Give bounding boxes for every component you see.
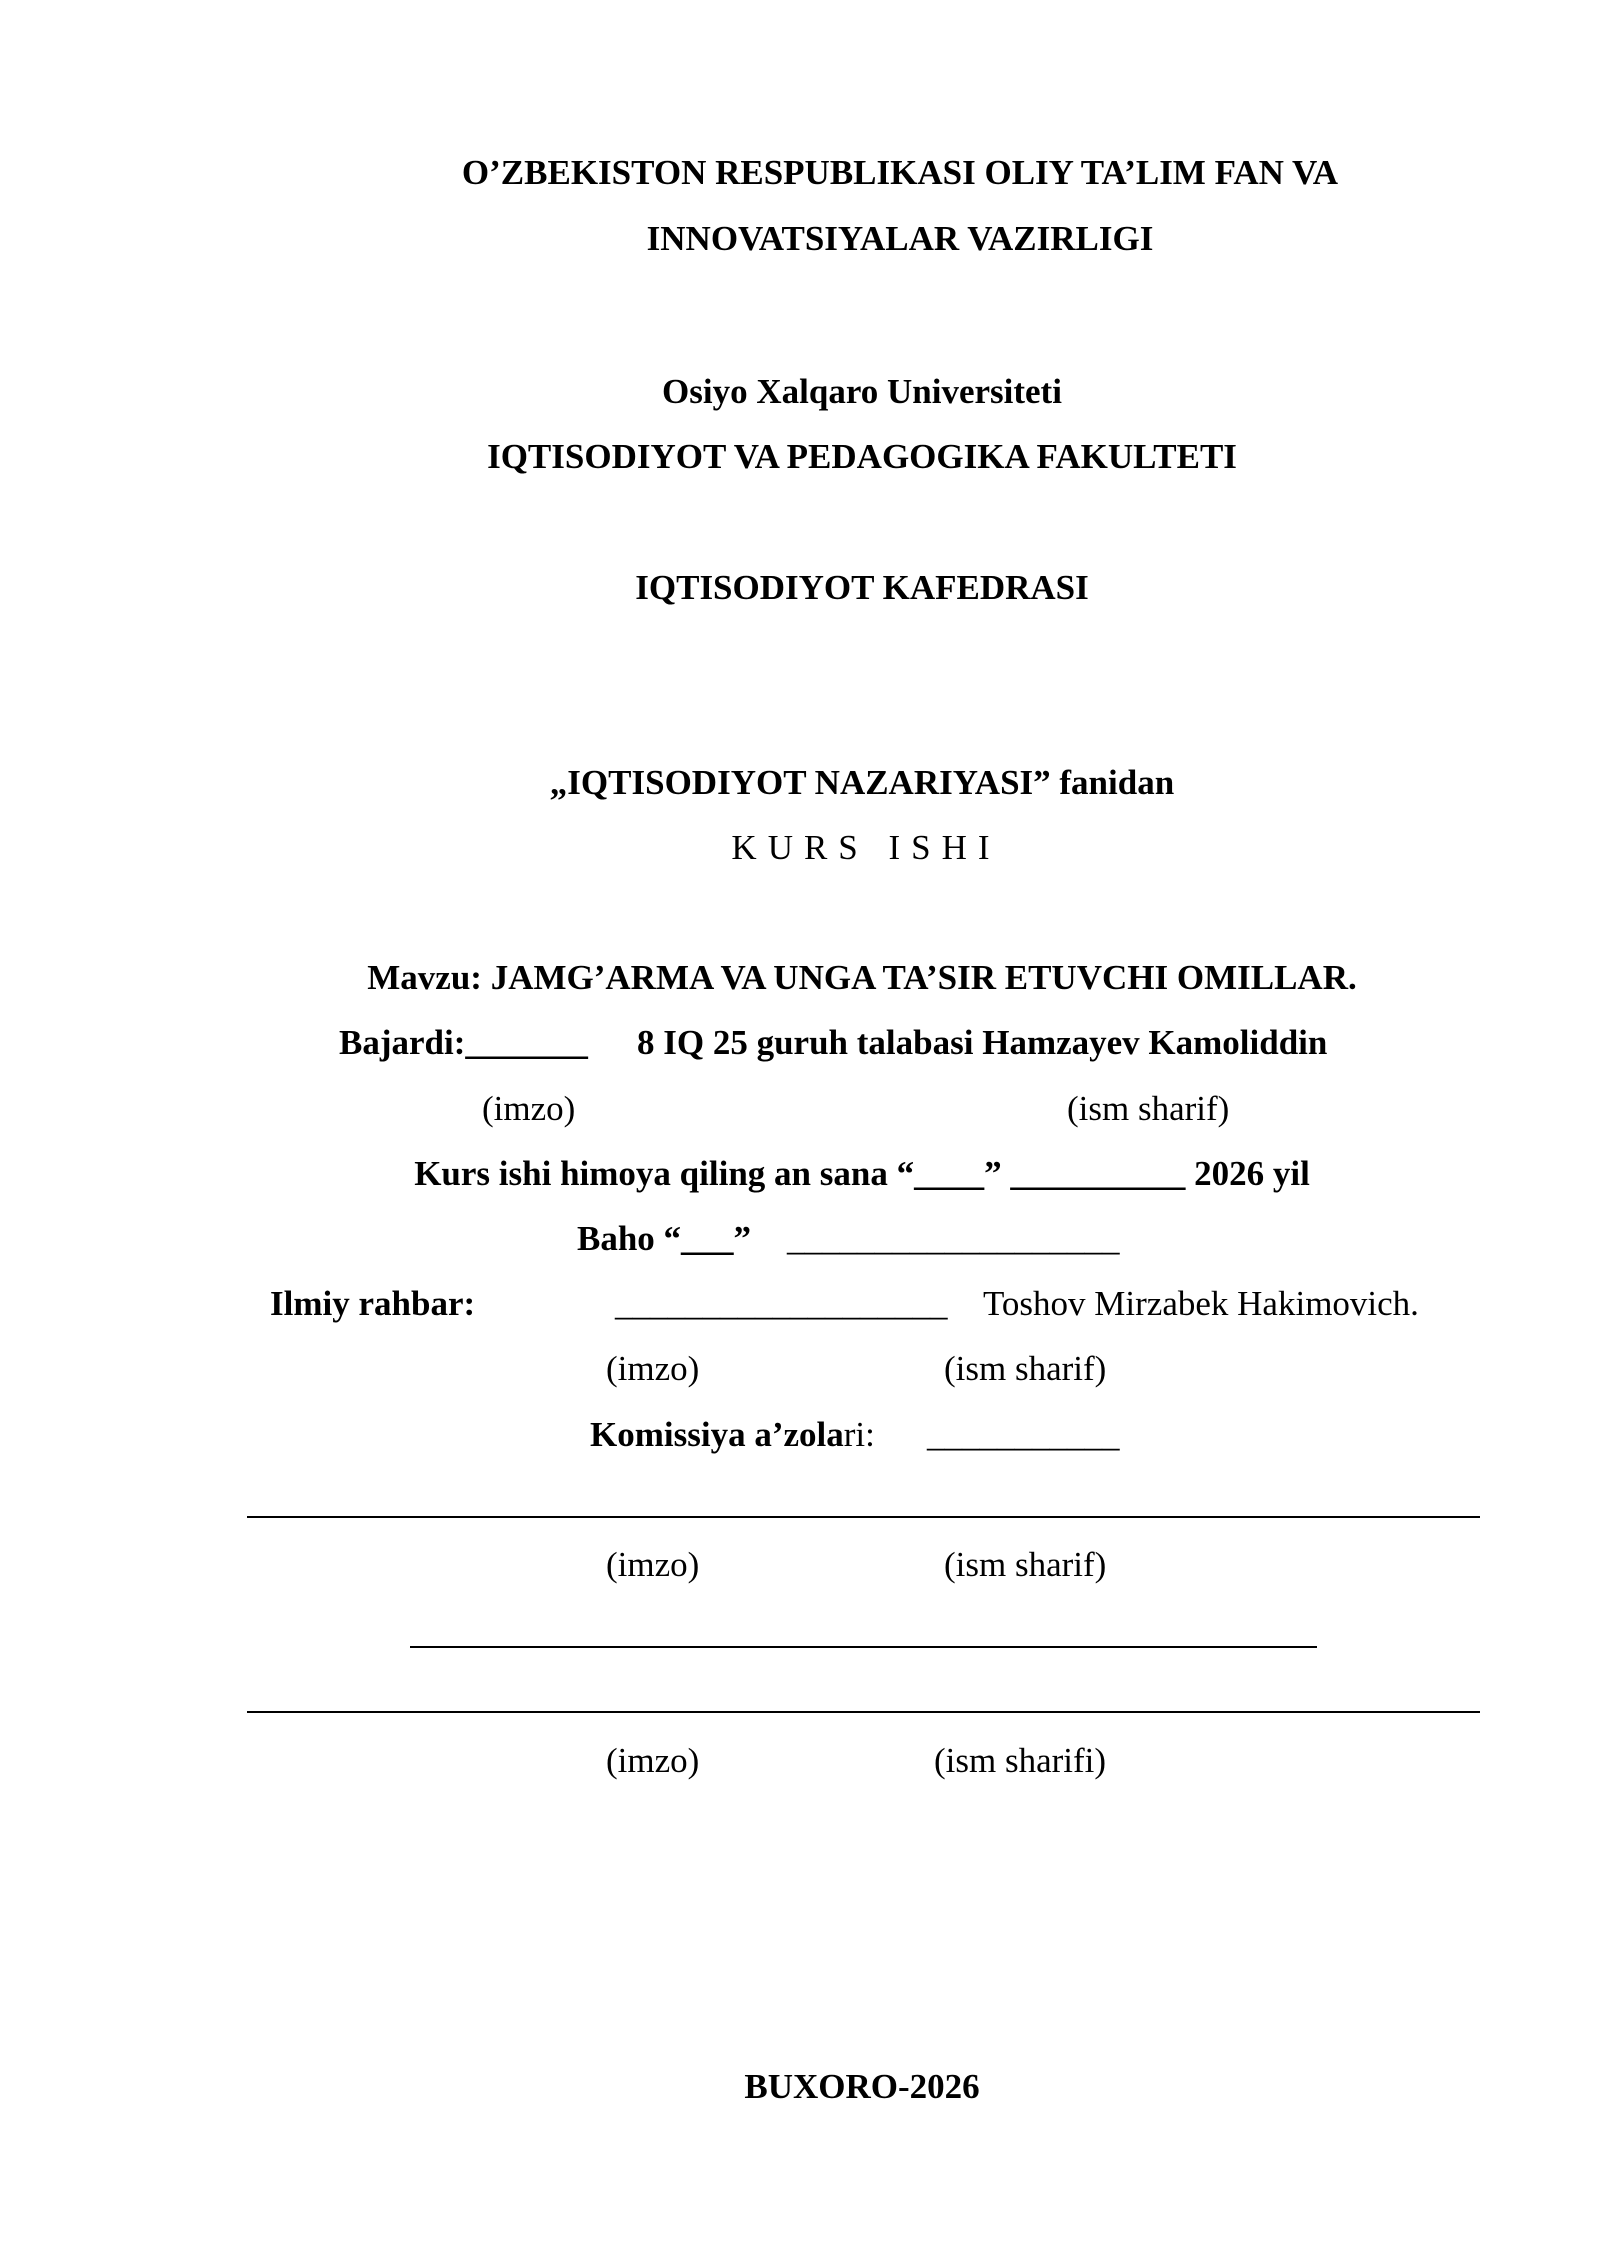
university-name: Osiyo Xalqaro Universiteti (662, 372, 1062, 411)
city-year-footer: BUXORO-2026 (744, 2067, 980, 2106)
supervisor-name: Toshov Mirzabek Hakimovich. (983, 1284, 1419, 1323)
topic-line: Mavzu: JAMG’ARMA VA UNGA TA’SIR ETUVCHI OMILLAR. (367, 958, 1357, 997)
supervisor-name-caption: (ism sharif) (944, 1349, 1107, 1388)
commission-signature-caption-2: (imzo) (606, 1741, 700, 1780)
commission-signature-caption-1: (imzo) (606, 1545, 700, 1584)
ministry-line-1: O’ZBEKISTON RESPUBLIKASI OLIY TA’LIM FAN VA (461, 153, 1339, 192)
signature-line (247, 1516, 1480, 1518)
performer-value: 8 IQ 25 guruh talabasi Hamzayev Kamoliddin (637, 1023, 1328, 1062)
supervisor-blank: ___________________ (615, 1284, 948, 1323)
subject-title: „IQTISODIYOT NAZARIYASI” fanidan (549, 763, 1175, 802)
grade-label: Baho “___” (577, 1219, 752, 1258)
ministry-line-2: INNOVATSIYALAR VAZIRLIGI (646, 219, 1154, 258)
performer-name-caption: (ism sharif) (1067, 1089, 1230, 1128)
commission-blank: ___________ (927, 1415, 1120, 1454)
performer-label: Bajardi:_______ (339, 1023, 588, 1062)
defense-date-line: Kurs ishi himoya qiling an sana “____” __________ 2026 yil (414, 1154, 1310, 1193)
faculty-name: IQTISODIYOT VA PEDAGOGIKA FAKULTETI (487, 437, 1237, 476)
commission-label-regular: ri: (843, 1415, 875, 1454)
supervisor-label: Ilmiy rahbar: (270, 1284, 476, 1323)
commission-label-bold: Komissiya a’zola (590, 1415, 844, 1454)
commission-name-caption-1: (ism sharif) (944, 1545, 1107, 1584)
grade-blank: ___________________ (787, 1219, 1120, 1258)
commission-label (590, 1415, 875, 1455)
supervisor-signature-caption: (imzo) (606, 1349, 700, 1388)
commission-name-caption-2: (ism sharifi) (934, 1741, 1107, 1780)
work-type-heading: KURS ISHI (731, 828, 1001, 867)
performer-signature-caption: (imzo) (482, 1089, 576, 1128)
department-name: IQTISODIYOT KAFEDRASI (635, 568, 1089, 607)
signature-line (247, 1711, 1480, 1713)
signature-line (410, 1646, 1317, 1648)
